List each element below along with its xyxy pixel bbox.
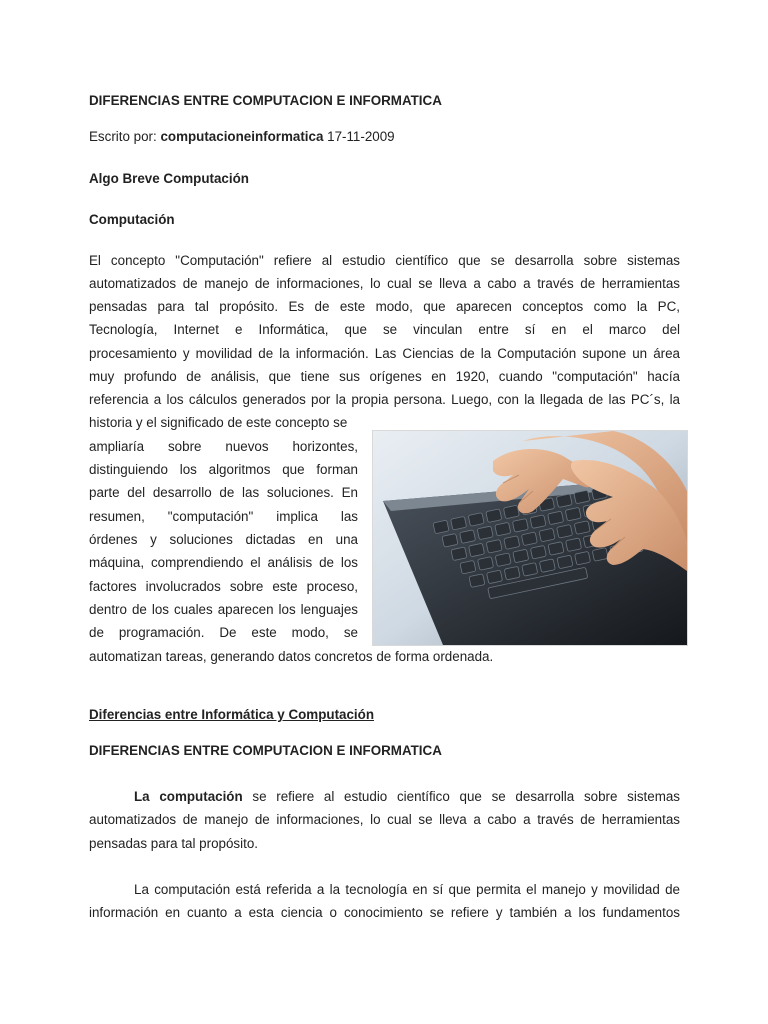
byline-date: 17-11-2009: [323, 129, 395, 144]
intro-line: El concepto "Computación" refiere al estudio científico que se desarrolla sobre sistemas: [89, 253, 680, 268]
intro-line: Tecnología, Internet e Informática, que se vinculan entre sí en el marco del: [89, 322, 680, 337]
para3-line: información en cuanto a esta ciencia o conocimiento se refiere y también a los fundamentos: [89, 905, 680, 920]
wrap-line: máquina, comprendiendo el análisis de los: [89, 555, 358, 570]
wrap-line: historia y el significado de este concepto se: [89, 415, 348, 430]
hands-typing-keyboard-photo: [372, 430, 688, 646]
section-title-2: DIFERENCIAS ENTRE COMPUTACION E INFORMATICA: [89, 743, 442, 758]
wrap-line: de programación. De este modo, se: [89, 625, 358, 640]
para3-line: La computación está referida a la tecnología en sí que permita el manejo y movilidad de: [134, 882, 680, 897]
intro-line: muy profundo de análisis, que tiene sus orígenes en 1920, cuando "computación" hacía: [89, 369, 680, 384]
document-title: DIFERENCIAS ENTRE COMPUTACION E INFORMATICA: [89, 93, 442, 108]
wrap-line: ampliaría sobre nuevos horizontes,: [89, 439, 358, 454]
differences-link[interactable]: Diferencias entre Informática y Computación: [89, 707, 374, 722]
wrap-line: distinguiendo los algoritmos que forman: [89, 462, 358, 477]
para2-line: automatizados de manejo de informaciones, lo cual se lleva a cabo a través de herramientas: [89, 812, 680, 827]
byline-prefix: Escrito por:: [89, 129, 161, 144]
section-heading: Computación: [89, 212, 175, 227]
wrap-line: factores involucrados sobre este proceso,: [89, 579, 358, 594]
intro-line: procesamiento y movilidad de la información. Las Ciencias de la Computación supone un área: [89, 346, 680, 361]
para2-line: [89, 785, 680, 808]
wrap-line: automatizan tareas, generando datos concretos de forma ordenada.: [89, 649, 494, 664]
intro-line: pensadas para tal propósito. Es de este modo, que aparecen conceptos como la PC,: [89, 299, 680, 314]
intro-line: automatizados de manejo de informaciones, lo cual se lleva a cabo a través de herramientas: [89, 276, 680, 291]
byline-author: computacioneinformatica: [160, 129, 324, 144]
para2-lead: La computación: [134, 789, 243, 804]
wrap-line: resumen, "computación" implica las: [89, 509, 358, 524]
para2-rest: se refiere al estudio científico que se desarrolla sobre sistemas: [242, 789, 680, 804]
byline: [89, 125, 395, 148]
intro-line: referencia a los cálculos generados por la propia persona. Luego, con la llegada de las PC´s, la: [89, 392, 680, 407]
wrap-line: parte del desarrollo de las soluciones. En: [89, 485, 358, 500]
wrap-line: órdenes y soluciones dictadas en una: [89, 532, 358, 547]
wrap-line: dentro de los cuales aparecen los lenguajes: [89, 602, 358, 617]
para2-line: pensadas para tal propósito.: [89, 836, 258, 851]
subtitle: Algo Breve Computación: [89, 171, 249, 186]
